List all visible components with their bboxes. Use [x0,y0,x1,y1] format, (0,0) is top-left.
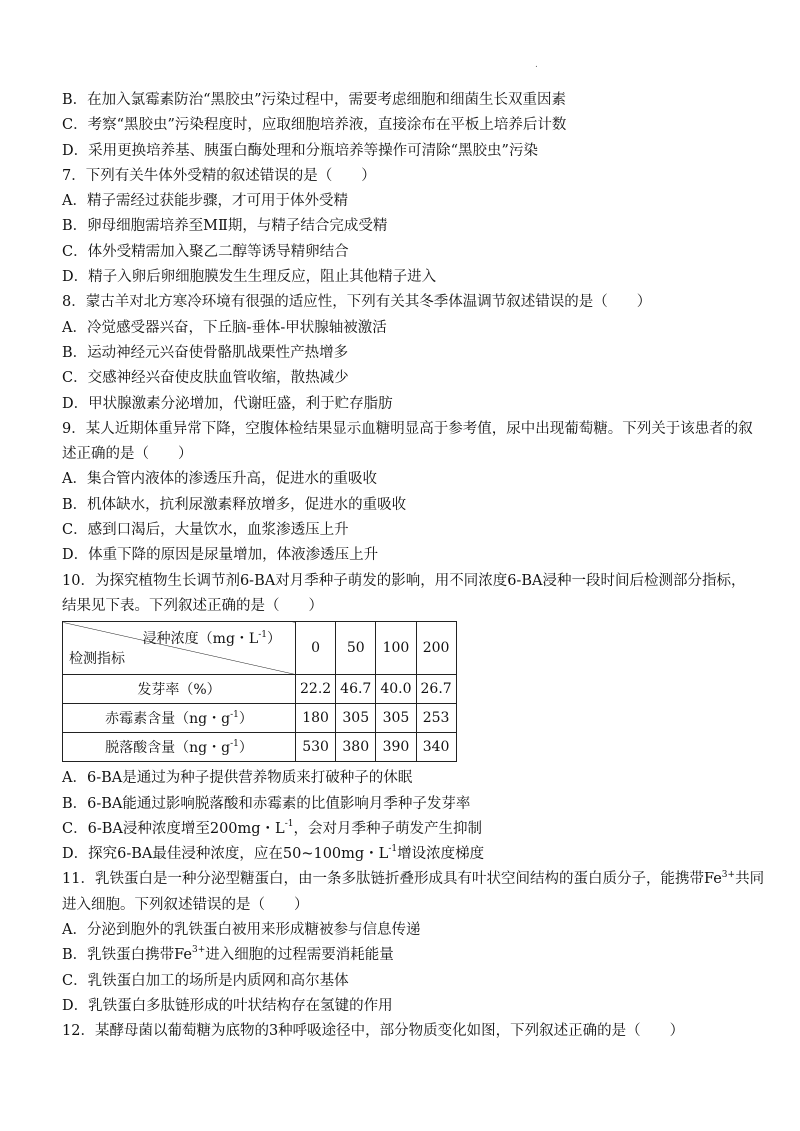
q8-option-a: A．冷觉感受器兴奋，下丘脑-垂体-甲状腺轴被激活 [62,319,387,336]
q9-stem-line2: 述正确的是（ ） [62,446,193,463]
table-col-header: 50 [336,622,376,675]
q9-stem-line1: 9．某人近期体重异常下降，空腹体检结果显示血糖明显高于参考值，尿中出现葡萄糖。下列关于该患者的叙 [62,420,753,437]
q8-option-d: D．甲状腺激素分泌增加，代谢旺盛，利于贮存脂肪 [62,395,393,412]
q6-option-c: C．考察“黑胶虫”污染程度时，应取细胞培养液，直接涂布在平板上培养后计数 [62,117,567,134]
q10-option-b: B．6-BA能通过影响脱落酸和赤霉素的比值影响月季种子发芽率 [62,795,471,812]
table-diagonal-header [63,622,296,675]
q6-option-b: B．在加入氯霉素防治“黑胶虫”污染过程中，需要考虑细胞和细菌生长双重因素 [62,92,566,108]
q8-option-b: B．运动神经元兴奋使骨骼肌战栗性产热增多 [62,344,349,361]
table-cell: 530 [296,733,336,762]
table-cell: 46.7 [336,675,376,704]
page-mark: . [535,60,538,70]
table-cell: 26.7 [416,675,456,704]
q12-stem: 12．某酵母菌以葡萄糖为底物的3种呼吸途径中，部分物质变化如图，下列叙述正确的是（ ） [62,1023,685,1040]
table-header-row [63,622,457,675]
table-row [63,704,457,733]
table-row-label: 赤霉素含量（ng・$g^{-1}$） [63,704,296,733]
table-col-header: 100 [376,622,416,675]
q11-stem-line2: 进入细胞。下列叙述错误的是（ ） [62,896,309,913]
table-cell: 390 [376,733,416,762]
table-cell: 305 [336,704,376,733]
q7-option-a: A．精子需经过获能步骤，才可用于体外受精 [62,193,348,210]
q10-stem-line1: 10．为探究植物生长调节剂6-BA对月季种子萌发的影响，用不同浓度6-BA浸种一段时间后检测部分指标， [62,572,746,589]
q7-option-c: C．体外受精需加入聚乙二醇等诱导精卵结合 [62,243,349,260]
q10-option-d: D．探究6-BA最佳浸种浓度，应在50~100mg・$L^{-1}$增设浓度梯度 [62,844,485,863]
table-cell: 380 [336,733,376,762]
table-row [63,733,457,762]
table-row [63,675,457,704]
q11-option-d: D．乳铁蛋白多肽链形成的叶状结构存在氢键的作用 [62,997,393,1014]
q9-option-a: A．集合管内液体的渗透压升高，促进水的重吸收 [62,471,377,488]
q7-stem: 7．下列有关牛体外受精的叙述错误的是（ ） [62,167,376,184]
q6-option-d: D．采用更换培养基、胰蛋白酶处理和分瓶培养等操作可清除“黑胶虫”污染 [62,142,538,159]
q11-option-c: C．乳铁蛋白加工的场所是内质网和高尔基体 [62,972,349,989]
q10-stem-line2: 结果见下表。下列叙述正确的是（ ） [62,597,323,614]
exam-page [62,88,765,1045]
table-cell: 22.2 [296,675,336,704]
q8-stem: 8．蒙古羊对北方寒冷环境有很强的适应性，下列有关其冬季体温调节叙述错误的是（ ） [62,294,652,311]
table-row-label: 脱落酸含量（ng・$g^{-1}$） [63,733,296,762]
table-col-header: 200 [416,622,456,675]
diag-header-concentration: 浸种浓度（mg・$L^{-1}$） [142,629,281,648]
q11-option-a: A．分泌到胞外的乳铁蛋白被用来形成糖被参与信息传递 [62,922,421,939]
table-col-header: 0 [296,622,336,675]
q11-stem-line1: 11．乳铁蛋白是一种分泌型糖蛋白，由一条多肽链折叠形成具有叶状空间结构的蛋白质分子，能携带$Fe^{3+}$共同 [62,869,765,888]
table-row-label: 发芽率（%） [63,675,296,704]
table-cell: 40.0 [376,675,416,704]
table-cell: 305 [376,704,416,733]
q11-option-b: B．乳铁蛋白携带$Fe^{3+}$进入细胞的过程需要消耗能量 [62,945,394,964]
q10-option-a: A．6-BA是通过为种子提供营养物质来打破种子的休眠 [62,770,413,787]
table-cell: 180 [296,704,336,733]
q8-option-c: C．交感神经兴奋使皮肤血管收缩，散热减少 [62,370,349,387]
table-cell: 340 [416,733,456,762]
q10-option-c: C．6-BA浸种浓度增至200mg・$L^{-1}$，会对月季种子萌发产生抑制 [62,819,482,837]
q10-table [62,621,457,762]
q9-option-d: D．体重下降的原因是尿量增加，体液渗透压上升 [62,547,379,564]
diag-header-indicator: 检测指标 [69,651,125,668]
q7-option-b: B．卵母细胞需培养至MⅡ期，与精子结合完成受精 [62,218,388,235]
q9-option-c: C．感到口渴后，大量饮水，血浆渗透压上升 [62,522,349,539]
q9-option-b: B．机体缺水，抗利尿激素释放增多，促进水的重吸收 [62,496,407,513]
q7-option-d: D．精子入卵后卵细胞膜发生生理反应，阻止其他精子进入 [62,269,437,286]
table-cell: 253 [416,704,456,733]
